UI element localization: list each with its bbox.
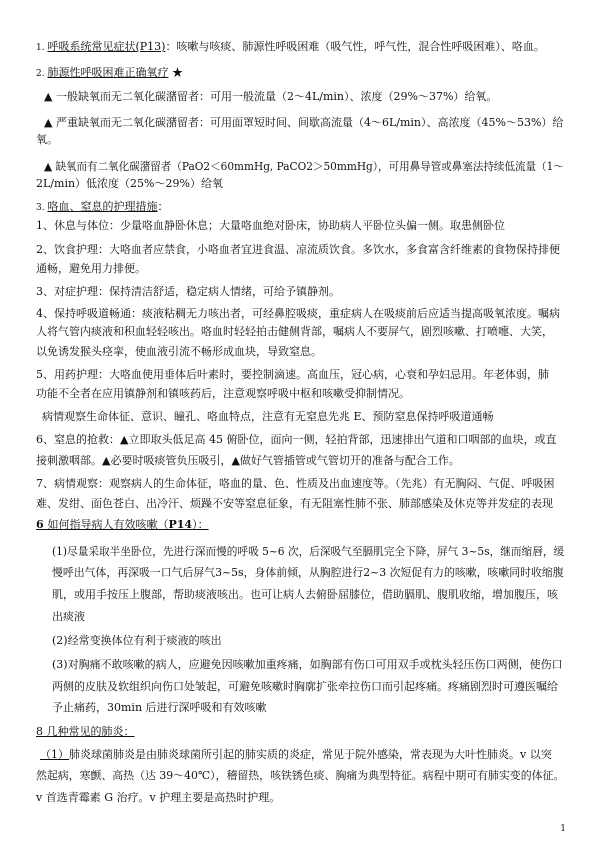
text-line — [36, 133, 58, 147]
text-line — [36, 262, 146, 276]
text-line — [44, 90, 497, 104]
text-span: 2L/min）低浓度（25%～29%）给氧 — [36, 177, 223, 190]
text-span: 1. — [36, 43, 48, 53]
text-line — [52, 566, 564, 580]
text-span: (3)对胸痛不敢咳嗽的病人，应避免因咳嗽加重疼痛，如胸部有伤口可用双手或枕头轻压伤口两侧，使伤口 — [52, 658, 563, 671]
text-span: 然起病，寒颤、高热（达 39～40℃），稽留热，咳铁锈色痰、胸痛为典型特征。病程中期可有肺实变的体征。 — [36, 769, 565, 782]
text-span: 肺源性呼吸困难正确氧疗 — [47, 66, 169, 79]
page-number: 1 — [560, 824, 566, 834]
text-line — [36, 345, 322, 359]
text-line — [36, 368, 549, 382]
text-span: ★ — [168, 66, 183, 79]
text-span: 6、窒息的抢救：▲立即取头低足高 45 俯卧位，面向一侧，轻拍背部，迅速排出气道和口咽部的血块，或直 — [36, 433, 557, 446]
text-line — [36, 497, 553, 511]
text-span: 肌，或用手按压上腹部，帮助痰液咳出。也可让病人去俯卧屈膝位，借助膈肌、腹肌收缩，增加腹压，咳 — [52, 588, 558, 601]
text-line — [36, 725, 135, 739]
text-line — [36, 477, 555, 491]
text-span: （1） — [40, 748, 69, 761]
text-span: 难、发绀、面色苍白、出冷汗、烦躁不安等窒息征象，有无阻塞性肺不张、肺部感染及休克等并发症的表现 — [36, 497, 553, 510]
text-line — [52, 588, 558, 602]
text-line — [42, 410, 494, 424]
text-span: 1、休息与体位：少量咯血静卧休息；大量咯血绝对卧床，协助病人平卧位头偏一侧。取患侧卧位 — [36, 219, 505, 232]
text-line — [36, 66, 183, 81]
text-span: 人将气管内痰液和积血轻轻咳出。咯血时轻轻拍击健侧背部，嘱病人不要屏气，剧烈咳嗽、打喷嚏、大笑， — [36, 325, 553, 338]
text-line — [52, 701, 267, 715]
text-span: 咯血、窒息的护理措施 — [47, 200, 158, 213]
text-span: 出痰液 — [52, 610, 85, 623]
text-line — [52, 610, 85, 624]
text-line — [36, 285, 340, 299]
text-span: 8 几种常见的肺炎： — [36, 725, 135, 738]
text-line — [52, 545, 564, 559]
text-span: P14 — [168, 518, 193, 531]
text-line — [40, 748, 552, 762]
text-line — [36, 769, 564, 783]
text-span: 4、保持呼吸道畅通：痰液粘稠无力咳出者，可经鼻腔吸痰，重症病人在吸痰前后应适当提高吸氧浓度。嘱病 — [36, 307, 560, 320]
text-line — [36, 243, 560, 257]
text-span: 6 — [36, 518, 48, 531]
text-span: 以免诱发猴头痉挛，使血液引流不畅形成血块，导致窒息。 — [36, 345, 322, 358]
text-span: 予止痛药，30min 后进行深呼吸和有效咳嗽 — [52, 701, 267, 714]
text-line — [52, 680, 558, 694]
text-line — [36, 200, 168, 215]
text-line — [36, 791, 280, 805]
text-span: 慢呼出气体，再深吸一口气后屏气3~5s，身体前倾，从胸腔进行2~3 次短促有力的咳嗽，咳嗽同时收缩腹 — [52, 566, 564, 579]
text-line — [44, 160, 564, 174]
text-span: ▲ 严重缺氧而无二氧化碳潴留者：可用面罩短时间、间歇高流量（4～6L/min）、高浓度（45%～53%）给 — [44, 116, 564, 129]
text-span: ）： — [192, 518, 209, 531]
text-span: 功能不全者在应用镇静剂和镇咳药后，注意观察呼吸中枢和咳嗽受抑制情况。 — [36, 387, 410, 400]
text-line — [36, 454, 460, 468]
text-span: 5、用药护理：大咯血使用垂体后叶素时，要控制滴速。高血压，冠心病，心衰和孕妇忌用。年老体弱，肺 — [36, 368, 549, 381]
text-line — [36, 307, 560, 321]
text-span: 2. — [36, 69, 48, 79]
text-line — [36, 177, 223, 191]
text-span: 病情观察生命体征、意识、瞳孔、咯血特点，注意有无窒息先兆 E、预防窒息保持呼吸道通畅 — [42, 410, 494, 423]
text-line — [52, 658, 563, 672]
text-span: ▲ 缺氧而有二氧化碳潴留者（PaO2＜60mmHg, PaCO2＞50mmHg），可用鼻导管或鼻塞法持续低流量（1～ — [44, 160, 564, 173]
text-span: 通畅，避免用力排便。 — [36, 262, 146, 275]
text-span: 2、饮食护理：大咯血者应禁食，小咯血者宜进食温、凉流质饮食。多饮水，多食富含纤维素的食物保持排便 — [36, 243, 560, 256]
text-line — [36, 40, 545, 55]
text-line — [36, 433, 556, 447]
text-span: 3、对症护理：保持清洁舒适，稳定病人情绪，可给予镇静剂。 — [36, 285, 340, 298]
text-span: ▲ 一般缺氧而无二氧化碳潴留者：可用一般流量（2～4L/min）、浓度（29%～37%）给氧。 — [44, 90, 498, 103]
text-span: 氧。 — [36, 133, 58, 146]
text-span: v 首选青霉素 G 治疗。v 护理主要是高热时护理。 — [36, 791, 281, 804]
text-line — [36, 325, 553, 339]
text-span: ：咳嗽与咳痰、肺源性呼吸困难（吸气性，呼气性，混合性呼吸困难）、咯血。 — [165, 40, 545, 53]
text-span: 接刺激咽部。▲必要时吸痰管负压吸引，▲做好气管插管或气管切开的准备与配合工作。 — [36, 454, 460, 467]
text-line — [44, 116, 563, 130]
text-span: 7、病情观察：观察病人的生命体征，咯血的量、色、性质及出血速度等。（先兆）有无胸闷、气促、呼吸困 — [36, 477, 555, 490]
text-span: 3. — [36, 203, 48, 213]
text-line — [36, 219, 505, 233]
text-line — [36, 518, 209, 532]
text-span: 呼吸系统常见症状(P13) — [47, 40, 166, 53]
text-span: 肺炎球菌肺炎是由肺炎球菌所引起的肺实质的炎症，常见于院外感染，常表现为大叶性肺炎。v 以突 — [69, 748, 552, 761]
text-span: (1)尽量采取半坐卧位，先进行深而慢的呼吸 5~6 次，后深吸气至膈肌完全下降，屏气 3~5s，继而缩唇，缓 — [52, 545, 565, 558]
text-span: (2)经常变换体位有利于痰液的咳出 — [52, 634, 222, 647]
text-line — [36, 387, 410, 401]
text-span: 两侧的皮肤及软组织向伤口处皱起，可避免咳嗽时胸廓扩张牵拉伤口而引起疼痛。疼痛剧烈时可遵医嘱给 — [52, 680, 558, 693]
text-span: ： — [157, 200, 169, 213]
text-line — [52, 634, 222, 648]
text-span: 如何指导病人有效咳嗽（ — [47, 518, 169, 531]
